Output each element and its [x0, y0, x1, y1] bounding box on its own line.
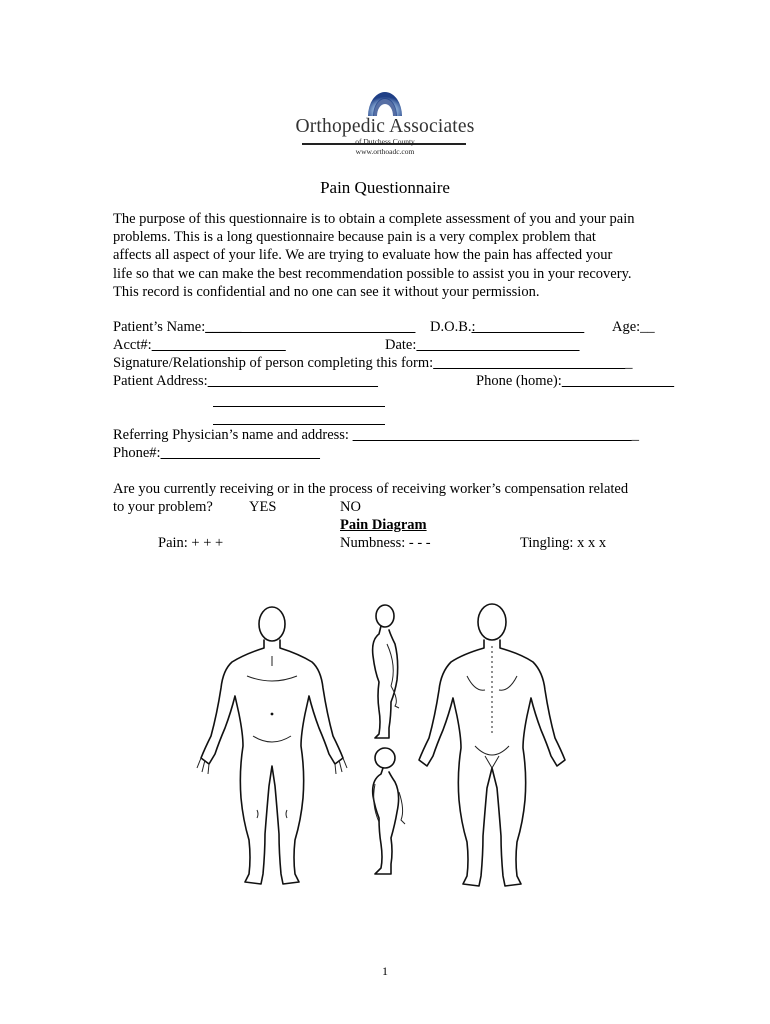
- address-blank-3[interactable]: [213, 424, 385, 425]
- address-field[interactable]: [113, 372, 378, 390]
- referring-blank[interactable]: [353, 427, 632, 443]
- referring-label: Referring Physician’s name and address:: [113, 427, 349, 443]
- signature-tail: _: [625, 355, 633, 371]
- body-side-figure-left[interactable]: [373, 748, 405, 874]
- signature-field[interactable]: [113, 354, 633, 372]
- acct-label: Acct#:: [113, 337, 152, 353]
- phone-label: Phone#:: [113, 445, 161, 461]
- body-front-figure[interactable]: [197, 607, 347, 884]
- acct-blank[interactable]: [152, 337, 286, 353]
- pain-legend: Pain: + + +: [158, 535, 224, 551]
- patient-name-label: Patient’s Name:: [113, 319, 206, 335]
- intro-line: The purpose of this questionnaire is to obtain a complete assessment of you and your pain: [113, 211, 635, 227]
- page-title: Pain Questionnaire: [320, 178, 450, 197]
- dob-field[interactable]: [430, 318, 584, 336]
- logo-subtitle: of Dutchess County: [355, 137, 415, 146]
- pain-diagram-heading: Pain Diagram: [340, 517, 427, 533]
- phone-field[interactable]: [113, 444, 320, 462]
- address-blank-1[interactable]: [208, 373, 378, 389]
- logo-company-name: Orthopedic Associates: [295, 116, 475, 137]
- numbness-legend: Numbness: - - -: [340, 535, 431, 551]
- age-field[interactable]: Age:__: [612, 319, 655, 335]
- phone-home-blank[interactable]: [562, 373, 674, 389]
- intro-line: problems. This is a long questionnaire because pain is a very complex problem that: [113, 229, 596, 246]
- intro-paragraph: [113, 210, 663, 301]
- dob-label: D.O.B.: [430, 319, 472, 335]
- body-back-figure[interactable]: [419, 604, 565, 886]
- yes-option[interactable]: YES: [249, 499, 277, 515]
- phone-home-field[interactable]: [476, 372, 674, 390]
- phone-home-label: Phone (home):: [476, 373, 562, 389]
- address-label: Patient Address:: [113, 373, 208, 389]
- patient-name-field[interactable]: [113, 318, 415, 336]
- dob-blank[interactable]: [476, 319, 585, 335]
- date-field[interactable]: [385, 336, 580, 354]
- address-blank-2[interactable]: [213, 406, 385, 407]
- signature-label: Signature/Relationship of person completing this form:: [113, 355, 434, 371]
- no-option[interactable]: NO: [340, 499, 361, 515]
- date-blank[interactable]: [416, 337, 579, 353]
- patient-name-blank[interactable]: [241, 319, 415, 335]
- phone-blank[interactable]: [161, 445, 321, 461]
- signature-blank[interactable]: [433, 355, 625, 371]
- intro-line: This record is confidential and no one can see it without your permission.: [113, 283, 540, 300]
- pain-diagram-figures[interactable]: [185, 596, 585, 896]
- date-label: Date:: [385, 337, 417, 353]
- patient-name-line-prefix: _____: [205, 319, 242, 335]
- page-number: 1: [382, 964, 388, 978]
- body-side-figure-right[interactable]: [373, 605, 399, 738]
- referring-tail: _: [631, 427, 639, 443]
- intro-line: life so that we can make the best recommendation possible to assist you in your recovery.: [113, 265, 632, 282]
- workers-comp-question-line2: to your problem?: [113, 499, 213, 515]
- referring-physician-field[interactable]: [113, 426, 639, 444]
- tingling-legend: Tingling: x x x: [520, 535, 607, 551]
- workers-comp-question: Are you currently receiving or in the process of receiving worker’s compensation related: [113, 481, 629, 497]
- company-logo: [272, 82, 498, 156]
- dob-separator: :: [471, 319, 476, 335]
- acct-field[interactable]: [113, 336, 286, 354]
- intro-line: affects all aspect of your life. We are trying to evaluate how the pain has affected your: [113, 247, 613, 264]
- logo-url: www.orthoadc.com: [355, 147, 415, 156]
